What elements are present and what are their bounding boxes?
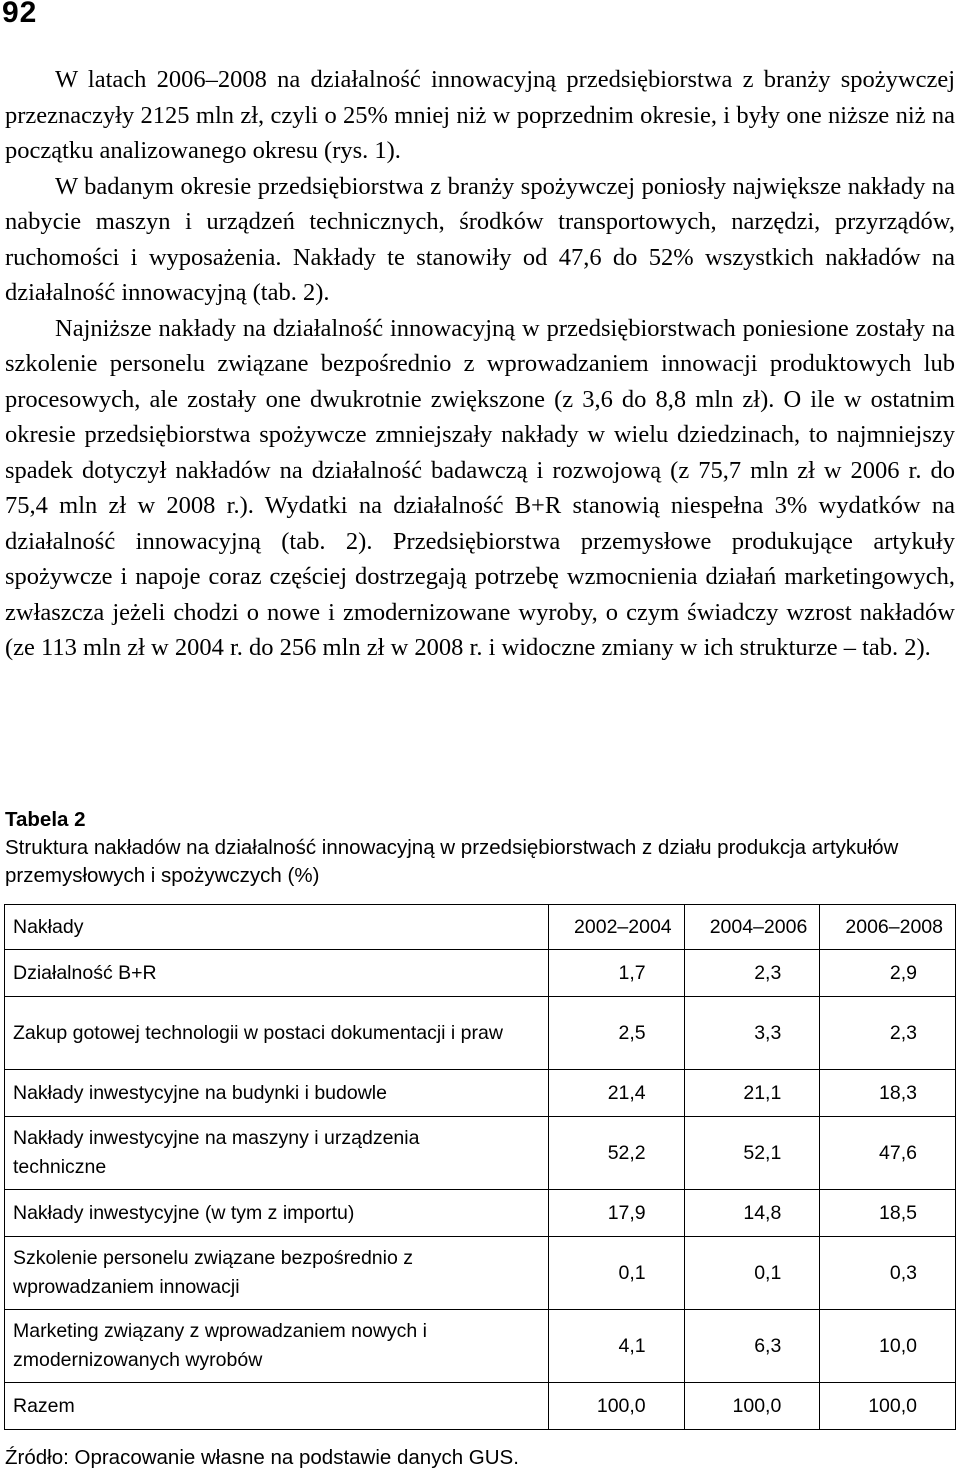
body-text: [5, 62, 955, 666]
header-2004-2006: 2004–2006: [684, 905, 820, 950]
table-row: [5, 1117, 956, 1190]
cell-2006-2008: 2,3: [820, 997, 956, 1070]
row-label: Szkolenie personelu związane bezpośrednio z wprowadzaniem innowacji: [5, 1237, 549, 1310]
cell-2006-2008: 18,5: [820, 1190, 956, 1237]
cell-2006-2008: 100,0: [820, 1383, 956, 1430]
cell-2006-2008: 10,0: [820, 1310, 956, 1383]
header-2002-2004: 2002–2004: [549, 905, 685, 950]
cell-2002-2004: 0,1: [549, 1237, 685, 1310]
table-source: Źródło: Opracowanie własne na podstawie danych GUS.: [5, 1446, 519, 1469]
cell-2002-2004: 17,9: [549, 1190, 685, 1237]
table-row: [5, 950, 956, 997]
cell-2004-2006: 2,3: [684, 950, 820, 997]
cell-2004-2006: 21,1: [684, 1070, 820, 1117]
cell-2006-2008: 47,6: [820, 1117, 956, 1190]
cell-2002-2004: 4,1: [549, 1310, 685, 1383]
row-label: Nakłady inwestycyjne (w tym z importu): [5, 1190, 549, 1237]
cell-2002-2004: 1,7: [549, 950, 685, 997]
cell-2004-2006: 0,1: [684, 1237, 820, 1310]
row-label: Marketing związany z wprowadzaniem nowych i zmodernizowanych wyrobów: [5, 1310, 549, 1383]
cell-2006-2008: 0,3: [820, 1237, 956, 1310]
cell-2004-2006: 6,3: [684, 1310, 820, 1383]
table-row: [5, 1237, 956, 1310]
cell-2006-2008: 2,9: [820, 950, 956, 997]
header-naklady: Nakłady: [5, 905, 549, 950]
table-title: Struktura nakładów na działalność innowacyjną w przedsiębiorstwach z działu produkcja artykułów przemysłowych i spożywczych (%): [5, 836, 899, 887]
cell-2004-2006: 3,3: [684, 997, 820, 1070]
cell-2006-2008: 18,3: [820, 1070, 956, 1117]
cell-2004-2006: 100,0: [684, 1383, 820, 1430]
page-number: 92: [2, 0, 38, 29]
table-label: Tabela 2: [5, 808, 86, 831]
table-row: [5, 1190, 956, 1237]
table-row: [5, 997, 956, 1070]
row-label: Nakłady inwestycyjne na maszyny i urządzenia techniczne: [5, 1117, 549, 1190]
header-2006-2008: 2006–2008: [820, 905, 956, 950]
row-label: Razem: [5, 1383, 549, 1430]
table-row-total: [5, 1383, 956, 1430]
paragraph-2: W badanym okresie przedsiębiorstwa z branży spożywczej poniosły największe nakłady na nabycie maszyn i urządzeń technicznych, środków transportowych, narzędzi, przyrządów, ruchomości i wyposażenia. Nakłady te stanowiły od 47,6 do 52% wszystkich nakładów na działalność innowacyjną (tab. 2).: [5, 172, 955, 306]
cell-2002-2004: 21,4: [549, 1070, 685, 1117]
row-label: Działalność B+R: [5, 950, 549, 997]
table-header-row: [5, 905, 956, 950]
table-row: [5, 1310, 956, 1383]
cell-2002-2004: 100,0: [549, 1383, 685, 1430]
expenditure-table: [4, 904, 956, 1430]
table-row: [5, 1070, 956, 1117]
cell-2002-2004: 2,5: [549, 997, 685, 1070]
paragraph-3: Najniższe nakłady na działalność innowacyjną w przedsiębiorstwach poniesione zostały na szkolenie personelu związane bezpośrednio z wprowadzaniem innowacji produktowych lub procesowych, ale zostały one dwukrotnie zwiększone (z 3,6 do 8,8 mln zł). O ile w ostatnim okresie przedsiębiorstwa spożywcze zmniejszały nakłady w wielu dziedzinach, to najmniejszy spadek dotyczył nakładów na działalność badawczą i rozwojową (z 75,7 mln zł w 2006 r. do 75,4 mln zł w 2008 r.). Wydatki na działalność B+R stanowią niespełna 3% wydatków na działalność innowacyjną (tab. 2). Przedsiębiorstwa przemysłowe produkujące artykuły spożywcze i napoje coraz częściej dostrzegają potrzebę wzmocnienia działań marketingowych, zwłaszcza jeżeli chodzi o nowe i zmodernizowane wyroby, o czym świadczy wzrost nakładów (ze 113 mln zł w 2004 r. do 256 mln zł w 2008 r. i widoczne zmiany w ich strukturze – tab. 2).: [5, 314, 955, 661]
paragraph-1: W latach 2006–2008 na działalność innowacyjną przedsiębiorstwa z branży spożywczej przeznaczyły 2125 mln zł, czyli o 25% mniej niż w poprzednim okresie, i były one niższe niż na początku analizowanego okresu (rys. 1).: [5, 66, 955, 164]
row-label: Nakłady inwestycyjne na budynki i budowle: [5, 1070, 549, 1117]
cell-2004-2006: 14,8: [684, 1190, 820, 1237]
row-label: Zakup gotowej technologii w postaci dokumentacji i praw: [5, 997, 549, 1070]
cell-2004-2006: 52,1: [684, 1117, 820, 1190]
table-caption: [5, 806, 960, 890]
cell-2002-2004: 52,2: [549, 1117, 685, 1190]
